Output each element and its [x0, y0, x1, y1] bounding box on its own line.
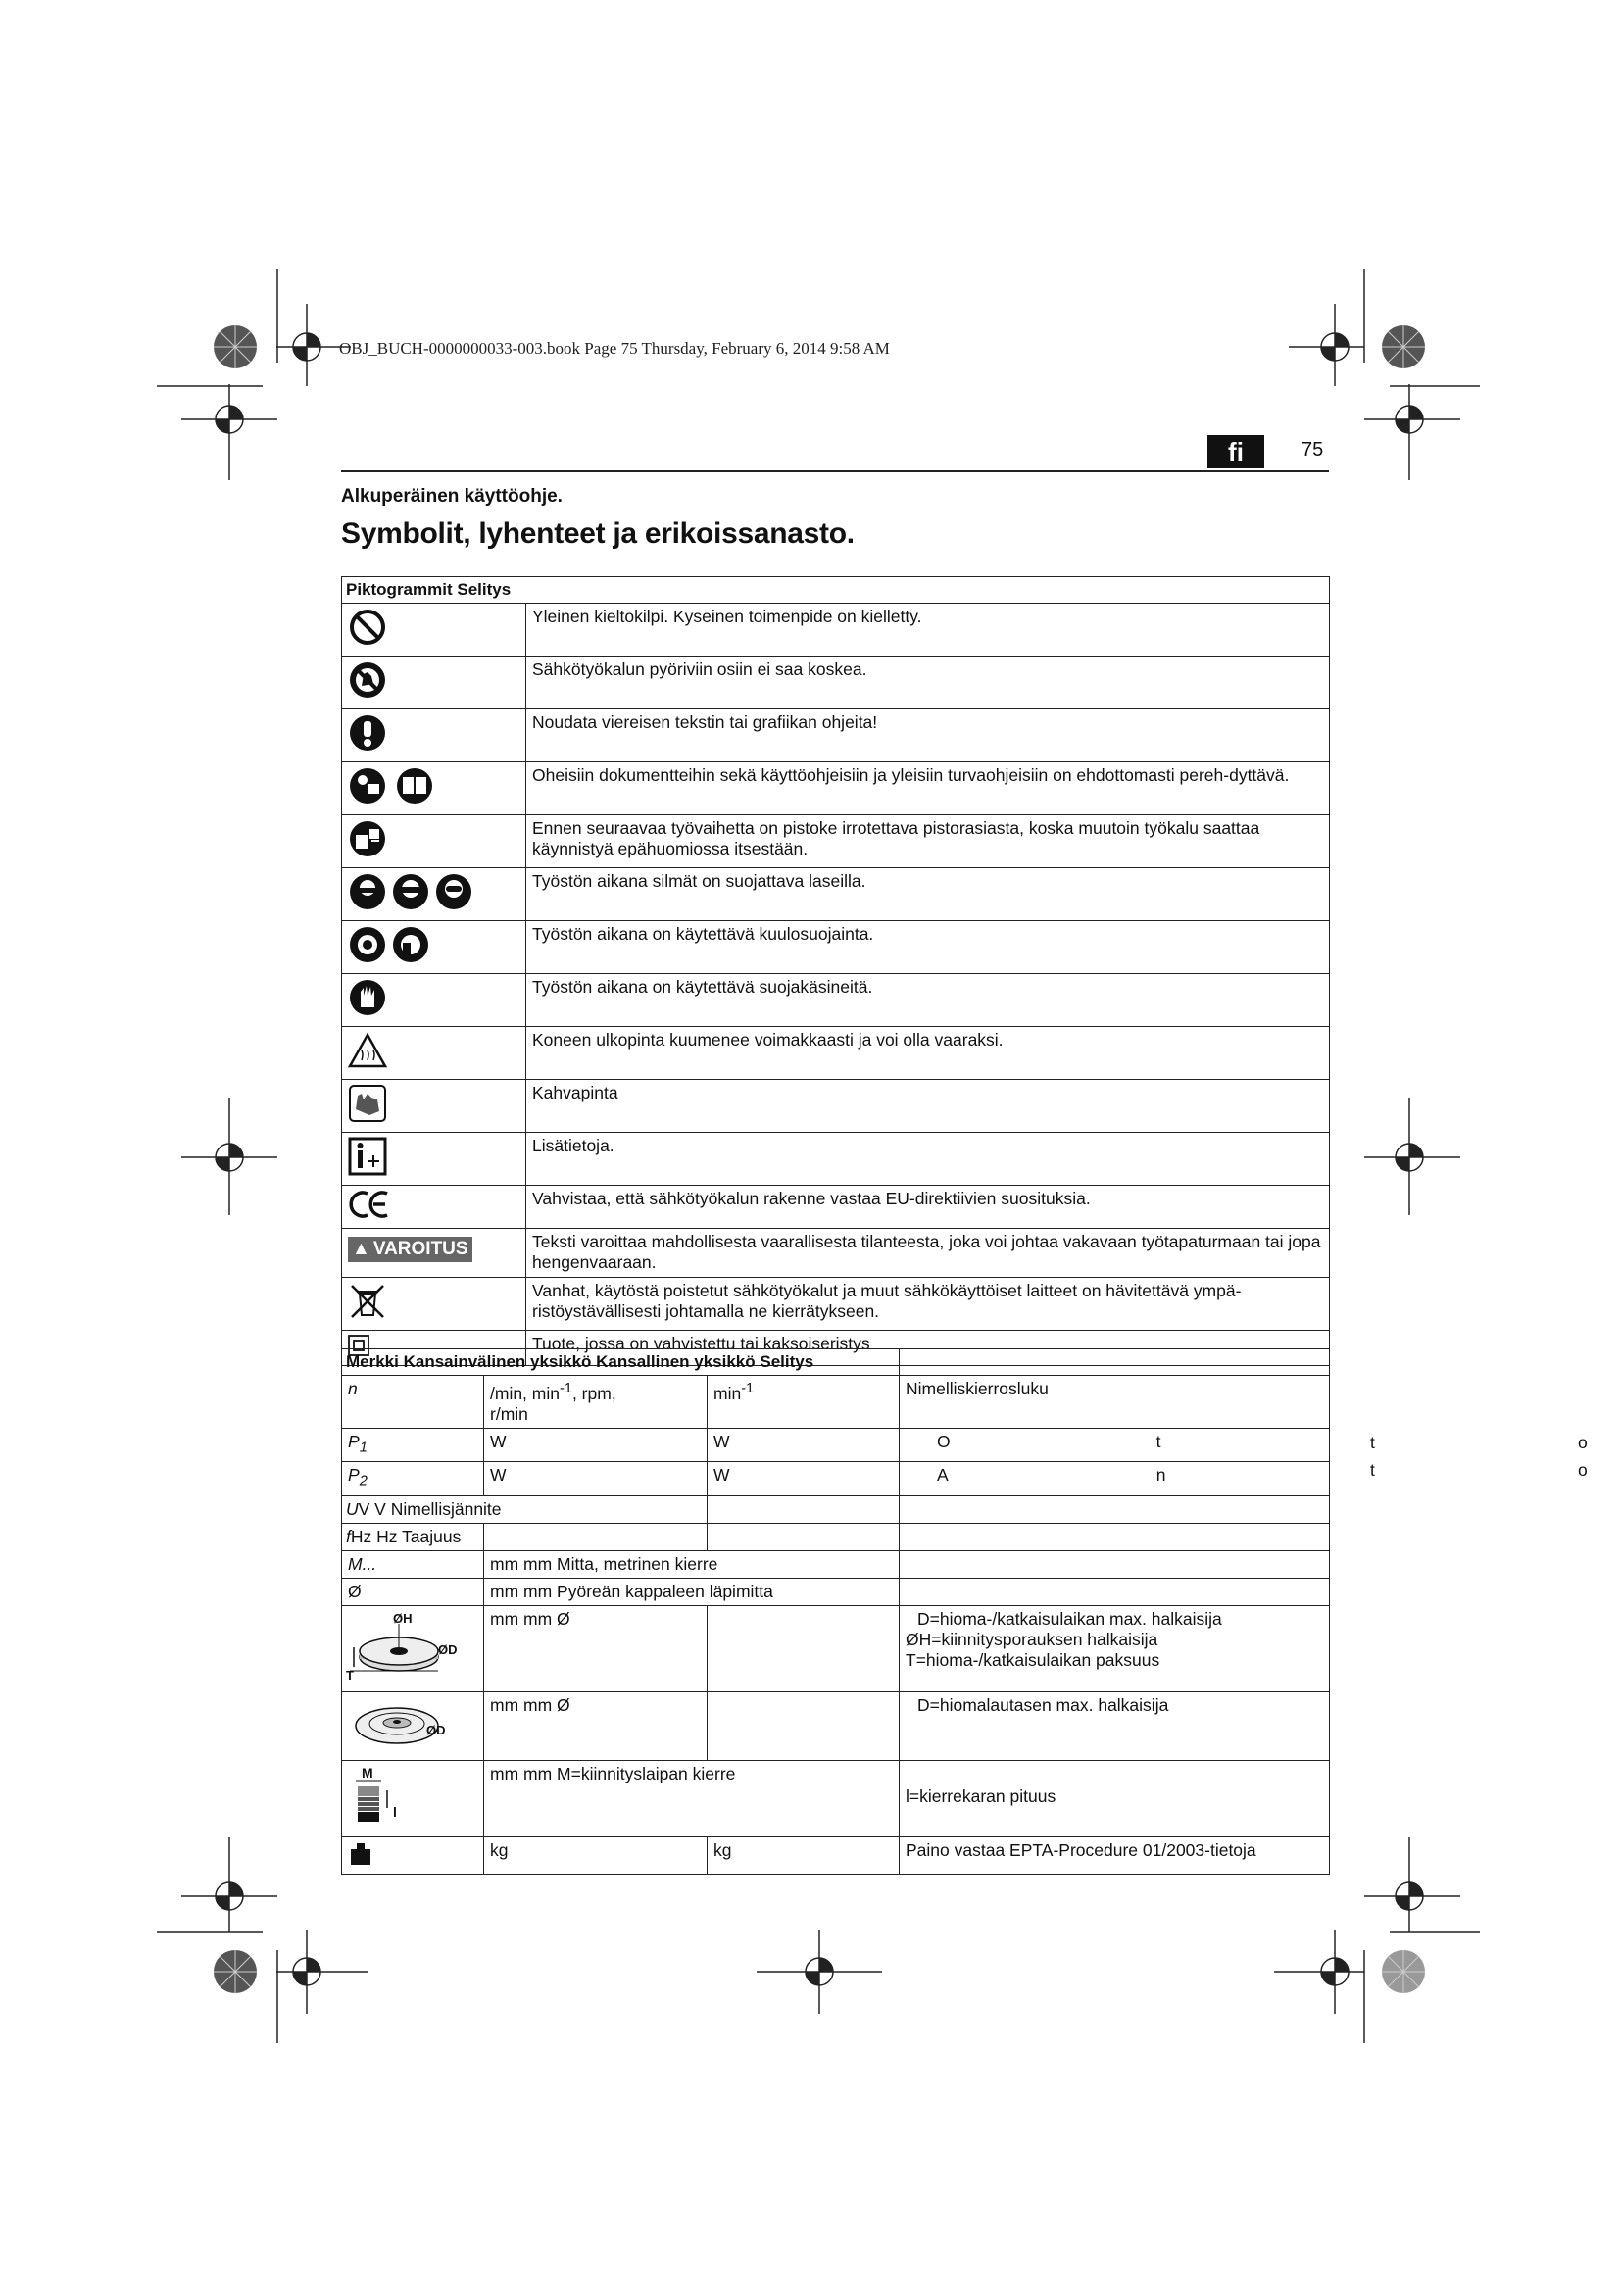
units-header-empty — [900, 1349, 1330, 1376]
pictogram-description: Sähkötyökalun pyöriviin osiin ei saa koskea. — [526, 657, 1330, 709]
symbol-sub: 1 — [359, 1440, 368, 1456]
hot-surface-icon — [348, 1031, 387, 1070]
stray-char: o — [1578, 1460, 1588, 1480]
table-header-row — [342, 1349, 1330, 1376]
pictogram-cell — [342, 1278, 526, 1331]
description-cell — [900, 1495, 1330, 1523]
pictogram-table-header — [342, 577, 1330, 604]
symbol-cell — [342, 1605, 484, 1691]
symbol-cell: Ø — [342, 1578, 484, 1605]
merged-row-cell — [342, 1523, 484, 1550]
table-row — [342, 1186, 1330, 1229]
backing-pad-icon — [348, 1696, 464, 1751]
description-line: D=hioma-/katkaisulaikan max. halkaisija — [917, 1608, 1222, 1629]
ce-mark-icon — [348, 1190, 393, 1219]
table-row — [342, 1550, 1330, 1578]
symbol-cell — [342, 1760, 484, 1836]
table-row — [342, 868, 1330, 921]
nat-unit-cell: kg — [708, 1836, 900, 1874]
document-subtitle: Alkuperäinen käyttöohje. — [341, 486, 563, 507]
symbol-cell — [342, 1836, 484, 1874]
dim-label-d: ØD — [438, 1641, 458, 1657]
description-cell: l=kierrekaran pituus — [900, 1760, 1330, 1836]
pictogram-cell — [342, 974, 526, 1027]
nat-unit-cell: W — [708, 1462, 900, 1496]
intl-unit-text: /min, min — [490, 1383, 560, 1403]
grip-surface-icon — [348, 1084, 387, 1123]
nat-unit-sup: -1 — [741, 1381, 755, 1396]
stray-char: o — [1578, 1433, 1588, 1452]
pictogram-cell — [342, 762, 526, 815]
pictogram-cell — [342, 868, 526, 921]
intl-unit-cell: mm mm Ø — [484, 1605, 708, 1691]
intl-unit-cell: mm mm Ø — [484, 1691, 708, 1760]
stray-char: t — [1370, 1433, 1375, 1452]
description-fragment-2: t — [1155, 1431, 1161, 1451]
description-cell — [900, 1550, 1330, 1578]
dim-label-m: M — [362, 1764, 373, 1781]
description-cell — [900, 1462, 1330, 1496]
pictogram-description: Työstön aikana on käytettävä suojakäsineitä. — [526, 974, 1330, 1027]
crossed-bin-icon — [348, 1282, 387, 1321]
language-badge: fi — [1207, 435, 1264, 468]
table-row — [342, 1080, 1330, 1133]
units-header-text: Merkki Kansainvälinen yksikkö Kansallinen yksikkö Selitys — [346, 1352, 814, 1371]
pictogram-table — [341, 576, 1330, 1366]
weight-icon — [348, 1841, 373, 1865]
units-table-header — [342, 1349, 900, 1376]
description-cell: D=hiomalautasen max. halkaisija — [900, 1691, 1330, 1760]
intl-unit-cell: W — [484, 1462, 708, 1496]
description-line: ØH=kiinnitysporauksen halkaisija — [906, 1629, 1158, 1649]
dim-label-d: ØD — [426, 1722, 446, 1737]
no-touch-rotating-icon — [348, 660, 387, 700]
symbol-text: f — [346, 1526, 351, 1546]
symbol-cell: M... — [342, 1550, 484, 1578]
nat-unit-text: min — [713, 1383, 742, 1403]
units-table — [341, 1348, 1330, 1875]
table-row — [342, 762, 1330, 815]
pictogram-cell — [342, 1229, 526, 1278]
intl-unit-cell — [484, 1376, 708, 1429]
symbol-cell — [342, 1428, 484, 1462]
pictogram-cell — [342, 1027, 526, 1080]
table-row — [342, 1578, 1330, 1605]
pictogram-cell — [342, 815, 526, 868]
pictogram-description: Teksti varoittaa mahdollisesta vaarallisesta tilanteesta, joka voi johtaa vakavaan työtapaturmaan tai jopa hengenvaaraan. — [526, 1229, 1330, 1278]
table-row — [342, 921, 1330, 974]
intl-unit-text-c: r/min — [490, 1403, 528, 1424]
pictogram-cell — [342, 1186, 526, 1229]
read-manual-icon — [348, 766, 446, 806]
pictogram-description: Yleinen kieltokilpi. Kyseinen toimenpide on kielletty. — [526, 604, 1330, 657]
nat-unit-cell — [708, 1376, 900, 1429]
info-icon — [348, 1137, 387, 1176]
description-fragment: A — [937, 1465, 949, 1486]
description-cell — [900, 1578, 1330, 1605]
table-row — [342, 815, 1330, 868]
table-row — [342, 1278, 1330, 1331]
warning-triangle-icon: ▲ — [352, 1239, 370, 1259]
ear-protection-icon — [348, 925, 434, 964]
description-cell — [900, 1523, 1330, 1550]
mandatory-exclamation-icon — [348, 713, 387, 753]
table-header-row — [342, 577, 1330, 604]
dim-label-l: l — [393, 1803, 397, 1820]
nat-unit-cell — [708, 1523, 900, 1550]
unplug-icon — [348, 819, 387, 858]
symbol-text: P — [348, 1431, 360, 1451]
table-row — [342, 1462, 1330, 1496]
pictogram-description: Noudata viereisen tekstin tai grafiikan ohjeita! — [526, 709, 1330, 762]
merged-row-text: V V Nimellisjännite — [358, 1498, 502, 1519]
table-row — [342, 657, 1330, 709]
merged-unit-cell: mm mm Mitta, metrinen kierre — [484, 1550, 900, 1578]
table-row — [342, 1523, 1330, 1550]
symbol-cell — [342, 1462, 484, 1496]
dim-label-h: ØH — [393, 1610, 413, 1626]
pictogram-description: Lisätietoja. — [526, 1133, 1330, 1186]
description-fragment: O — [937, 1431, 951, 1451]
merged-row-cell — [342, 1495, 708, 1523]
table-row — [342, 1229, 1330, 1278]
prohibition-icon — [348, 608, 387, 647]
pictogram-description: Vanhat, käytöstä poistetut sähkötyökalut ja muut sähkökäyttöiset laitteet on hävitettävä ympä-ristöystävällisesti johtamalla ne kierrätykseen. — [526, 1278, 1330, 1331]
intl-unit-cell: kg — [484, 1836, 708, 1874]
page-title: Symbolit, lyhenteet ja erikoissanasto. — [341, 517, 855, 550]
table-row — [342, 1836, 1330, 1874]
table-row — [342, 1027, 1330, 1080]
page-number: 75 — [1302, 439, 1324, 461]
pictogram-cell — [342, 1133, 526, 1186]
table-row — [342, 709, 1330, 762]
header-rule — [341, 470, 1329, 472]
table-row — [342, 1760, 1330, 1836]
pictogram-description: Työstön aikana on käytettävä kuulosuojainta. — [526, 921, 1330, 974]
pictogram-description: Kahvapinta — [526, 1080, 1330, 1133]
pictogram-description: Vahvistaa, että sähkötyökalun rakenne vastaa EU-direktiivien suosituksia. — [526, 1186, 1330, 1229]
intl-unit-cell: W — [484, 1428, 708, 1462]
table-row — [342, 1495, 1330, 1523]
symbol-cell: n — [342, 1376, 484, 1429]
nat-unit-cell — [708, 1495, 900, 1523]
description-cell: Paino vastaa EPTA-Procedure 01/2003-tietoja — [900, 1836, 1330, 1874]
gloves-icon — [348, 978, 387, 1017]
description-fragment-2: n — [1155, 1465, 1166, 1486]
book-file-info: OBJ_BUCH-0000000033-003.book Page 75 Thursday, February 6, 2014 9:58 AM — [339, 339, 890, 358]
eye-protection-icon — [348, 872, 475, 911]
symbol-text: U — [346, 1498, 359, 1519]
symbol-text: P — [348, 1465, 360, 1486]
symbol-sub: 2 — [359, 1473, 368, 1490]
pictogram-description: Koneen ulkopinta kuumenee voimakkaasti ja voi olla vaaraksi. — [526, 1027, 1330, 1080]
table-row — [342, 1691, 1330, 1760]
pictogram-cell — [342, 1080, 526, 1133]
description-line: T=hioma-/katkaisulaikan paksuus — [906, 1649, 1160, 1670]
table-row — [342, 604, 1330, 657]
pictogram-description: Ennen seuraavaa työvaihetta on pistoke irrotettava pistorasiasta, koska muutoin työkalu saattaa käynnistyä epähuomiossa itsestään. — [526, 815, 1330, 868]
pictogram-description: Tuote, jossa on vahvistettu tai kaksoiseristys — [526, 1331, 1330, 1366]
pictogram-description: Oheisiin dokumentteihin sekä käyttöohjeisiin ja yleisiin turvaohjeisiin on ehdottomasti pereh-dyttävä. — [526, 762, 1330, 815]
description-cell: Nimelliskierrosluku — [900, 1376, 1330, 1429]
warning-label-icon — [348, 1237, 472, 1262]
intl-unit-text-b: , rpm, — [571, 1383, 616, 1403]
nat-unit-cell: W — [708, 1428, 900, 1462]
intl-unit-cell — [484, 1523, 708, 1550]
table-row — [342, 1376, 1330, 1429]
table-row — [342, 1605, 1330, 1691]
pictogram-cell — [342, 604, 526, 657]
pictogram-header-text: Piktogrammit Selitys — [346, 580, 512, 599]
merged-row-text: Hz Hz Taajuus — [350, 1526, 462, 1546]
description-cell — [900, 1428, 1330, 1462]
table-row — [342, 1133, 1330, 1186]
symbol-cell — [342, 1691, 484, 1760]
merged-unit-cell: mm mm M=kiinnityslaipan kierre — [484, 1760, 900, 1836]
dim-label-t: T — [346, 1667, 354, 1683]
stray-char: t — [1370, 1460, 1375, 1480]
intl-unit-sup: -1 — [559, 1381, 572, 1396]
pictogram-cell — [342, 921, 526, 974]
table-row — [342, 974, 1330, 1027]
merged-unit-cell: mm mm Pyöreän kappaleen läpimitta — [484, 1578, 900, 1605]
pictogram-cell — [342, 657, 526, 709]
pictogram-description: Työstön aikana silmät on suojattava laseilla. — [526, 868, 1330, 921]
nat-unit-cell — [708, 1605, 900, 1691]
pictogram-cell — [342, 709, 526, 762]
warning-label-text: VAROITUS — [372, 1239, 468, 1259]
table-row — [342, 1428, 1330, 1462]
spindle-thread-icon — [348, 1765, 407, 1828]
description-cell — [900, 1605, 1330, 1691]
nat-unit-cell — [708, 1691, 900, 1760]
